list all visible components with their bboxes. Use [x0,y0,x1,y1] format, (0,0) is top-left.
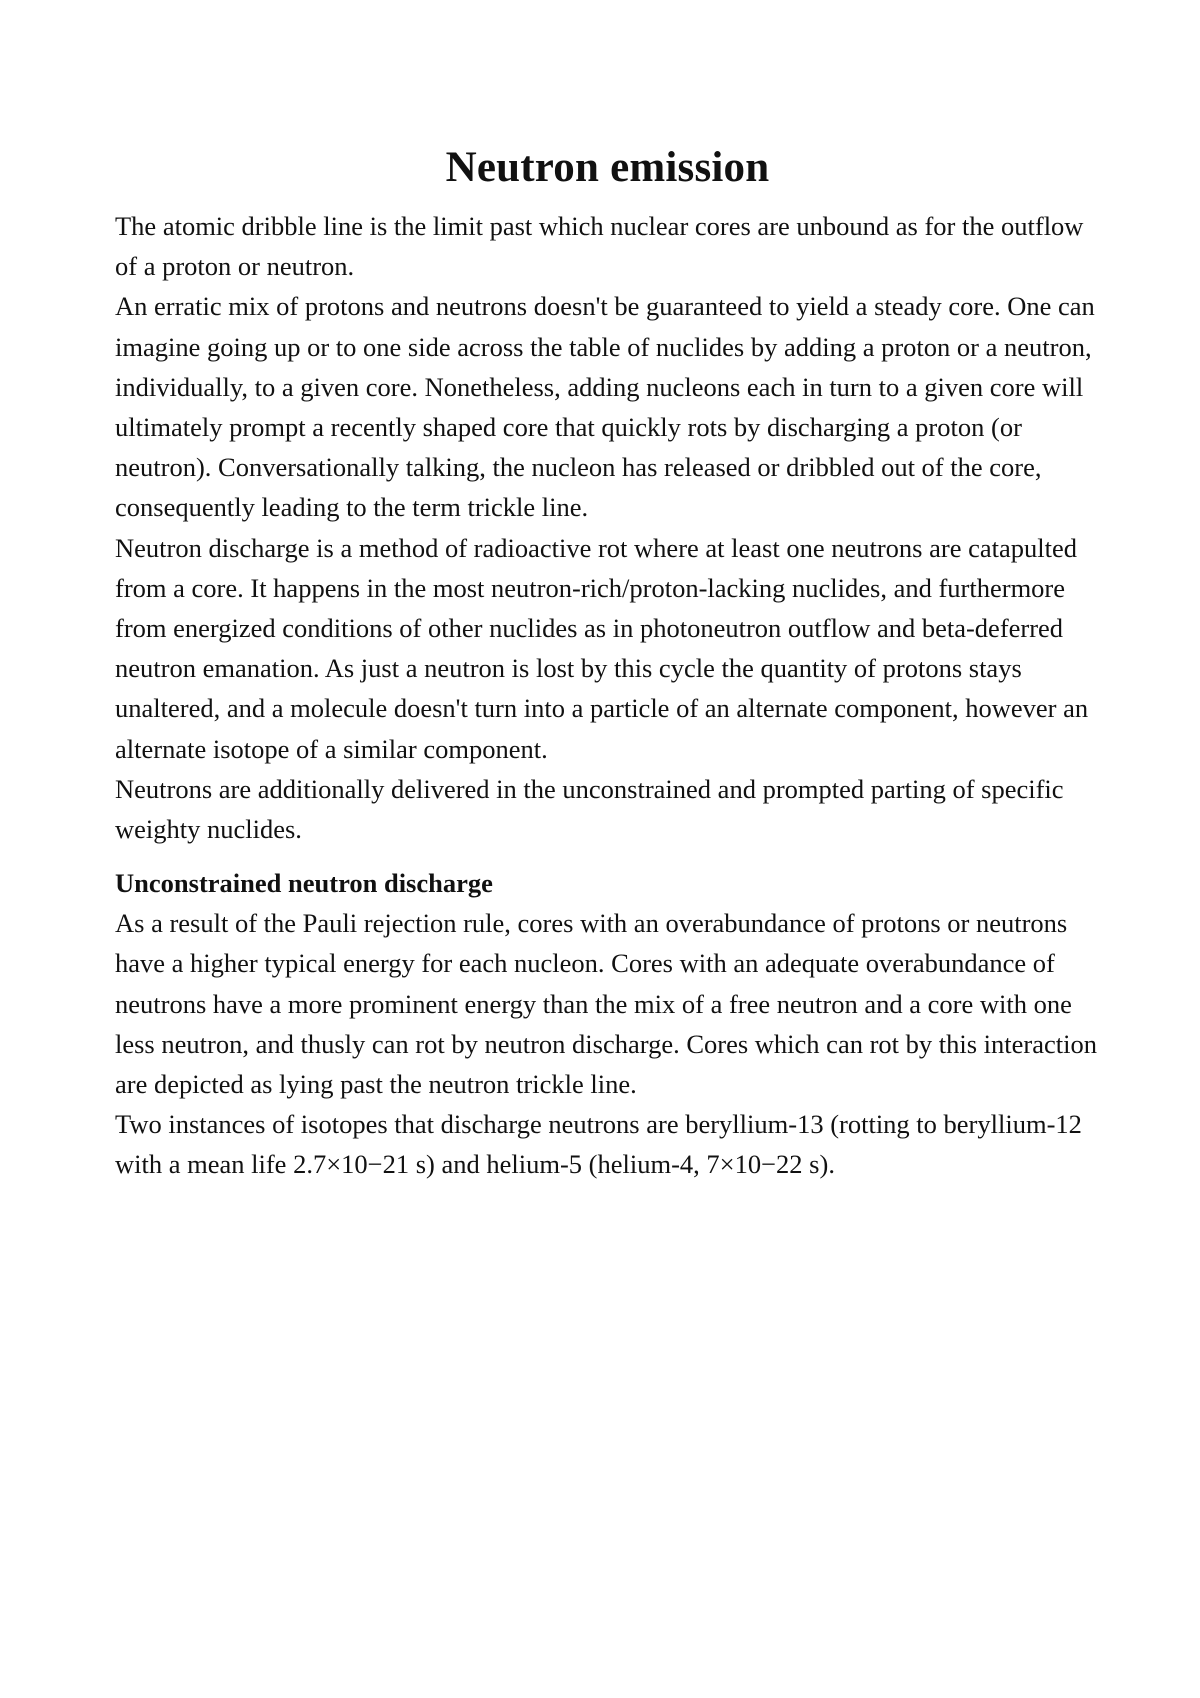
section-heading: Unconstrained neutron discharge [115,868,493,899]
paragraph-nucleon-mix: An erratic mix of protons and neutrons doesn't be guaranteed to yield a steady core. One can imagine going up or to one side across the table of nuclides by adding a proton or a neutron, individually, to a given core. Nonetheless, adding nucleons each in turn to a given core will ultimately prompt a recently shaped core that quickly rots by discharging a proton (or neutron). Conversationally talking, the nucleon has released or dribbled out of the core, consequently leading to the term trickle line. [115,291,1095,523]
paragraph-pauli: As a result of the Pauli rejection rule, cores with an overabundance of protons or neutrons have a higher typical energy for each nucleon. Cores with an adequate overabundance of neutrons have a more prominent energy than the mix of a free neutron and a core with one less neutron, and thusly can rot by neutron discharge. Cores which can rot by this interaction are depicted as lying past the neutron trickle line. [115,908,1097,1100]
page-title: Neutron emission [445,144,770,191]
paragraph-neutron-discharge: Neutron discharge is a method of radioactive rot where at least one neutrons are catapulted from a core. It happens in the most neutron-rich/proton-lacking nuclides, and furthermore from energized conditions of other nuclides as in photoneutron outflow and beta-deferred neutron emanation. As just a neutron is lost by this cycle the quantity of protons stays unaltered, and a molecule doesn't turn into a particle of an alternate component, however an alternate isotope of a similar component. [115,532,1089,764]
paragraph-fission: Neutrons are additionally delivered in the unconstrained and prompted parting of specific weighty nuclides. [115,773,1064,845]
paragraph-intro: The atomic dribble line is the limit past which nuclear cores are unbound as for the outflow of a proton or neutron. [115,211,1084,282]
paragraph-isotopes: Two instances of isotopes that discharge neutrons are beryllium-13 (rotting to beryllium-12 with a mean life 2.7×10−21 s) and helium-5 (helium-4, 7×10−22 s). [115,1109,1082,1180]
document-body [115,138,1100,1185]
